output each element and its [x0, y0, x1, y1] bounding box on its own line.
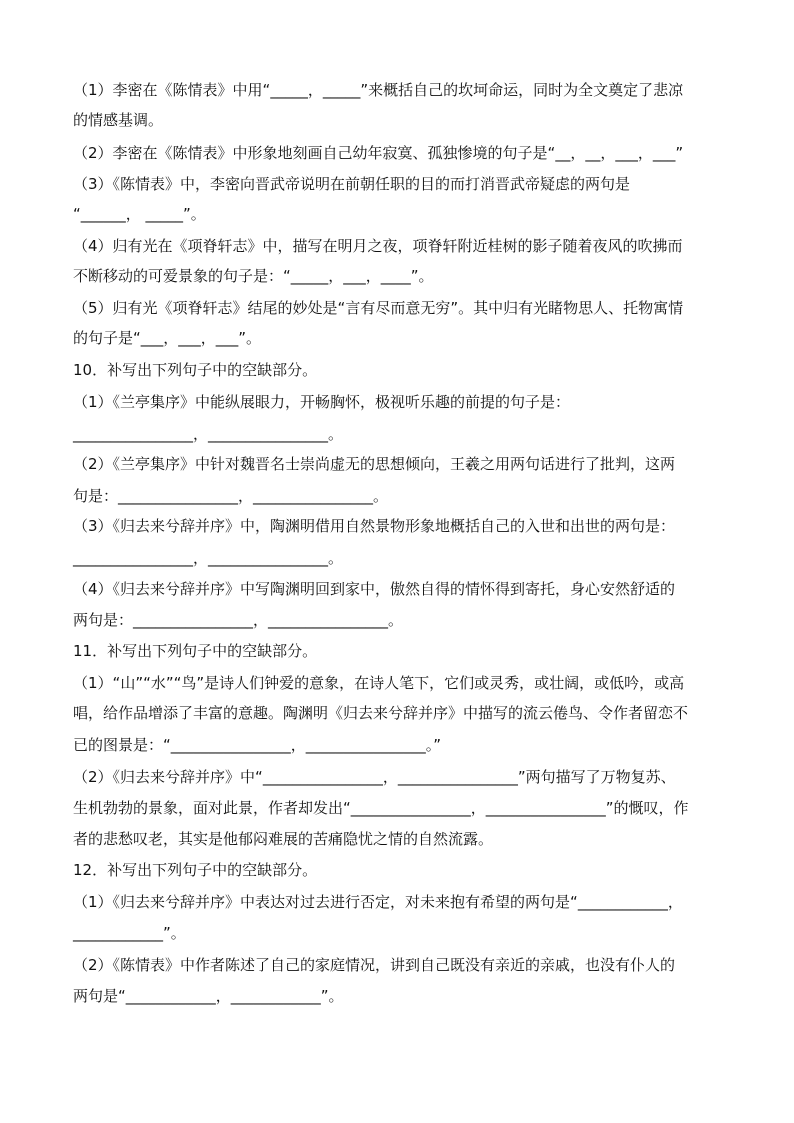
q11-item1-line3: 已的图景是：“________________，________________。” [73, 736, 442, 754]
q9-item4-line1: （4）归有光在《项脊轩志》中，描写在明月之夜，项脊轩附近桂树的影子随着夜风的吹拂而 [73, 237, 683, 255]
q9-item3-line2: “______， _____”。 [73, 205, 206, 223]
q12-title: 12．补写出下列句子中的空缺部分。 [73, 861, 318, 879]
q12-item1-line2: ____________”。 [73, 924, 186, 942]
q11-item2-line1: （2）《归去来兮辞并序》中“________________，________________”两句描写了万物复苏、 [73, 768, 676, 786]
q9-item1-line2: 的情感基调。 [73, 111, 164, 129]
q9-item1-line1: （1）李密在《陈情表》中用“_____，_____”来概括自己的坎坷命运，同时为全文奠定了悲凉 [73, 81, 684, 99]
q10-item4-line2: 两句是：________________，________________。 [73, 611, 404, 629]
q10-item3-line1: （3）《归去来兮辞并序》中，陶渊明借用自然景物形象地概括自己的入世和出世的两句是： [73, 517, 676, 535]
q11-item1-line1: （1）“山”“水”“鸟”是诗人们钟爱的意象，在诗人笔下，它们或灵秀，或壮阔，或低吟，或高 [73, 674, 685, 692]
q10-title: 10．补写出下列句子中的空缺部分。 [73, 361, 318, 379]
q10-item3-line2: ________________，________________。 [73, 549, 344, 567]
q10-item1-line2: ________________，________________。 [73, 425, 344, 443]
q10-item2-line1: （2）《兰亭集序》中针对魏晋名士崇尚虚无的思想倾向，王羲之用两句话进行了批判，这两 [73, 455, 676, 473]
q9-item5-line2: 的句子是“___，___，___”。 [73, 329, 262, 347]
q10-item2-line2: 句是：________________，________________。 [73, 487, 389, 505]
q12-item1-line1: （1）《归去来兮辞并序》中表达对过去进行否定，对未来抱有希望的两句是“____________， [73, 893, 683, 911]
q10-item4-line1: （4）《归去来兮辞并序》中写陶渊明回到家中，傲然自得的情怀得到寄托，身心安然舒适的 [73, 580, 676, 598]
q12-item2-line1: （2）《陈情表》中作者陈述了自己的家庭情况，讲到自己既没有亲近的亲戚，也没有仆人的 [73, 956, 676, 974]
q9-item5-line1: （5）归有光《项脊轩志》结尾的妙处是“言有尽而意无穷”。其中归有光睹物思人、托物寓情 [73, 299, 684, 317]
q11-item1-line2: 唱，给作品增添了丰富的意趣。陶渊明《归去来兮辞并序》中描写的流云倦鸟、令作者留恋不 [73, 704, 689, 722]
q9-item3-line1: （3）《陈情表》中，李密向晋武帝说明在前朝任职的目的而打消晋武帝疑虑的两句是 [73, 175, 631, 193]
q10-item1-line1: （1）《兰亭集序》中能纵展眼力，开畅胸怀，极视听乐趣的前提的句子是： [73, 393, 571, 411]
q11-item2-line2: 生机勃勃的景象，面对此景，作者却发出“________________，________________”的慨叹，作 [73, 799, 689, 817]
q11-item2-line3: 者的悲愁叹老，其实是他郁闷难展的苦痛隐忧之情的自然流露。 [73, 830, 494, 848]
q9-item2-line1: （2）李密在《陈情表》中形象地刻画自己幼年寂寞、孤独惨境的句子是“__，__，___，___” [73, 144, 684, 162]
q12-item2-line2: 两句是“____________，____________”。 [73, 987, 344, 1005]
q9-item4-line2: 不断移动的可爱景象的句子是：“_____，___，____”。 [73, 267, 434, 285]
q11-title: 11．补写出下列句子中的空缺部分。 [73, 642, 318, 660]
